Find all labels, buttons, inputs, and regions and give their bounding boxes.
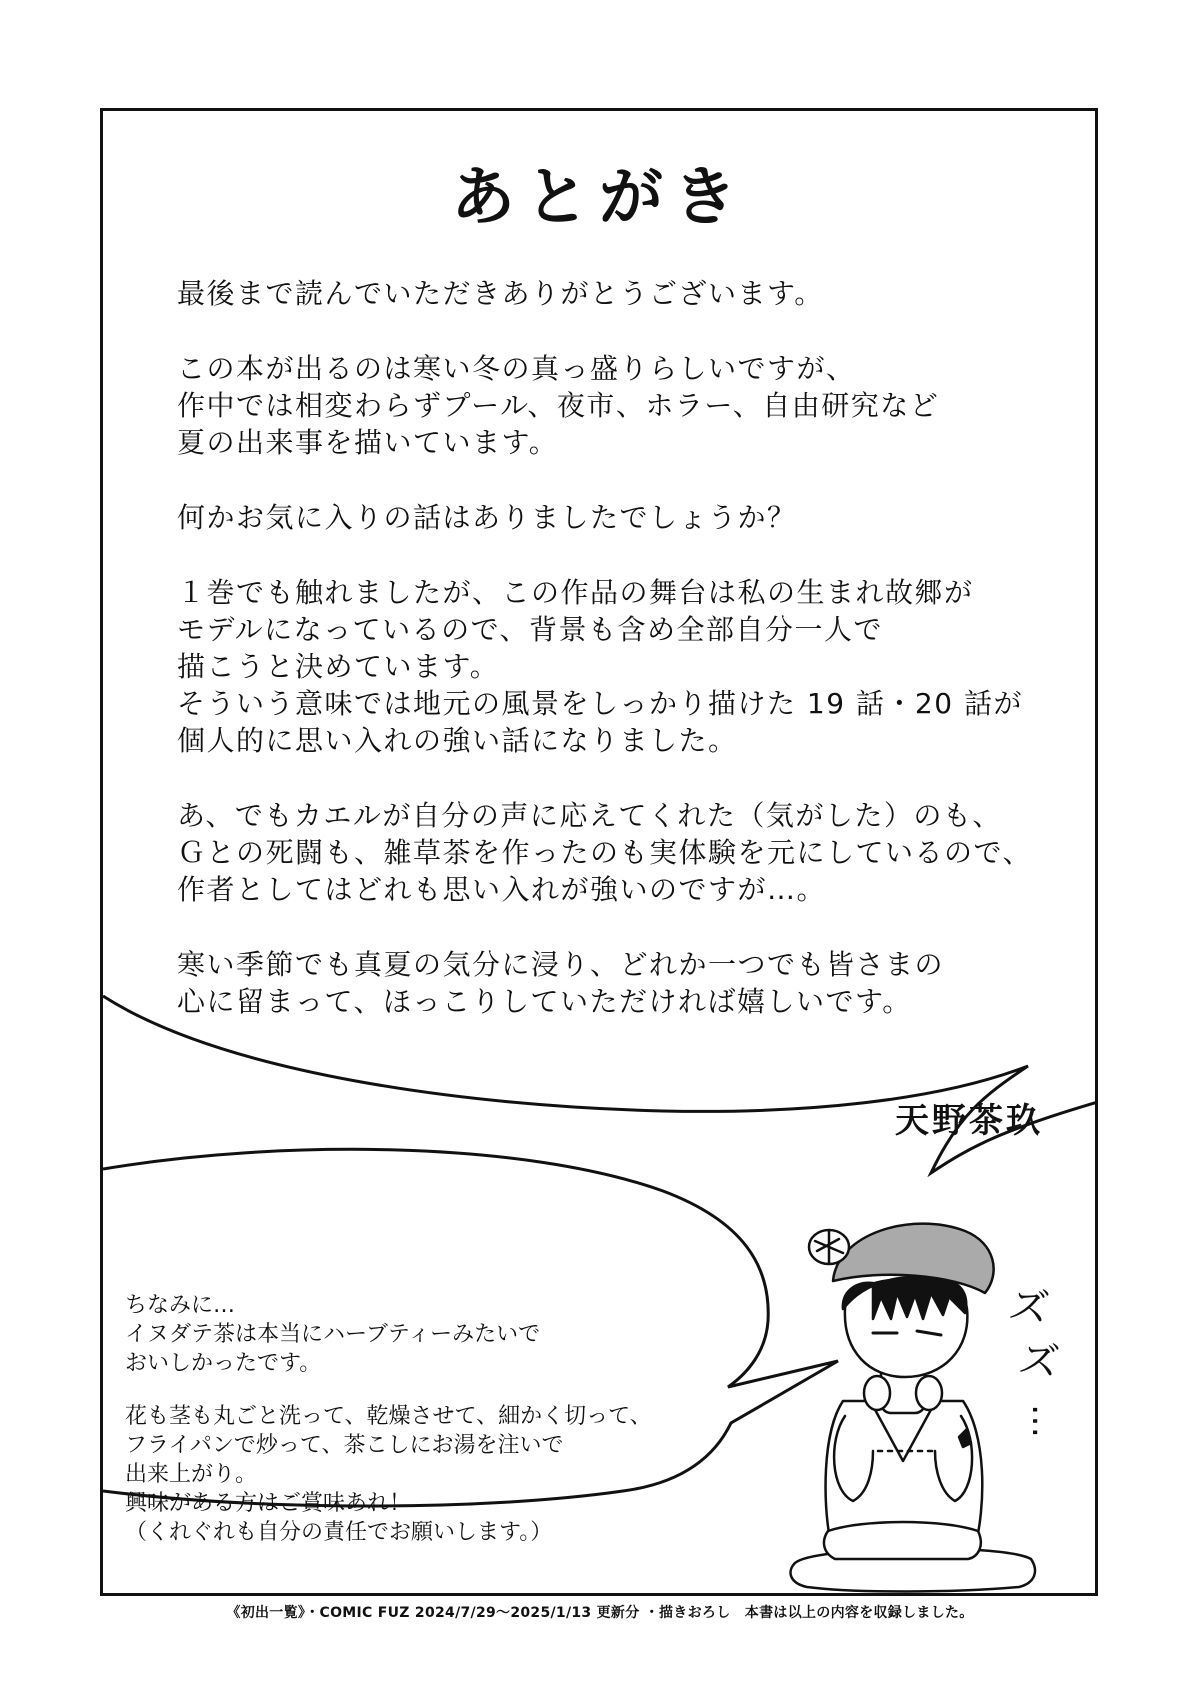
body-paragraph-1 <box>177 275 1017 312</box>
note-line: ちなみに… <box>125 1293 236 1318</box>
body-paragraph-6 <box>177 946 1017 1020</box>
body-line: そういう意味では地元の風景をしっかり描けた 19 話・20 話が <box>177 687 1023 720</box>
body-line: 作者としてはどれも思い入れが強いのですが…。 <box>177 873 827 906</box>
note-line: フライパンで炒って、茶こしにお湯を注いで <box>125 1433 564 1458</box>
afterword-body <box>177 275 1032 1058</box>
body-line: 寒い季節でも真夏の気分に浸り、どれか一つでも皆さまの <box>177 948 945 981</box>
sfx-char: ズ <box>1005 1281 1052 1333</box>
note-line: 出来上がり。 <box>125 1462 258 1487</box>
body-line: 作中では相変わらずプール、夜市、ホラー、自由研究など <box>177 389 940 422</box>
sfx-char: … <box>1024 1404 1064 1438</box>
body-line: 個人的に思い入れの強い話になりました。 <box>177 724 738 757</box>
body-line: この本が出るのは寒い冬の真っ盛りらしいですが、 <box>177 352 856 385</box>
body-paragraph-4 <box>177 574 1023 759</box>
footer-credits: 《初出一覧》・COMIC FUZ 2024/7/29〜2025/1/13 更新分 ・描きおろし 本書は以上の内容を収録しました。 <box>226 1605 974 1621</box>
note-line: （くれぐれも自分の責任でお願いします。） <box>125 1520 553 1545</box>
side-note <box>125 1291 765 1571</box>
body-line: Ｇとの死闘も、雑草茶を作ったのも実体験を元にしているので、 <box>177 836 1032 869</box>
author-signature: 天野茶玖 <box>895 1101 1043 1141</box>
body-line: あ、でもカエルが自分の声に応えてくれた（気がした）のも、 <box>177 799 1002 832</box>
body-line: 最後まで読んでいただきありがとうございます。 <box>177 277 824 310</box>
body-line: 夏の出来事を描いています。 <box>177 426 559 459</box>
page-frame <box>100 108 1098 1596</box>
note-line: 花も茎も丸ごと洗って、乾燥させて、細かく切って、 <box>125 1404 652 1429</box>
body-line: モデルになっているので、背景も含め全部自分一人で <box>177 613 884 646</box>
page-title: あとがき <box>451 161 747 235</box>
author-character-illustration <box>773 1201 1073 1596</box>
body-line: 心に留まって、ほっこりしていただければ嬉しいです。 <box>177 985 912 1018</box>
body-line: 何かお気に入りの話はありましたでしょうか？ <box>177 501 797 534</box>
note-paragraph-1 <box>125 1291 765 1378</box>
note-paragraph-2 <box>125 1402 765 1547</box>
note-line: おいしかったです。 <box>125 1351 322 1376</box>
note-line: イヌダテ茶は本当にハーブティーみたいで <box>125 1322 541 1347</box>
body-paragraph-3 <box>177 499 1017 536</box>
body-line: 描こうと決めています。 <box>177 650 500 683</box>
body-line: １巻でも触れましたが、この作品の舞台は私の生まれ故郷が <box>177 576 974 609</box>
body-paragraph-5 <box>177 797 1032 908</box>
sfx-char: ズ <box>1015 1335 1062 1387</box>
body-paragraph-2 <box>177 350 1017 461</box>
note-line: 興味がある方はご賞味あれ！ <box>125 1491 412 1516</box>
